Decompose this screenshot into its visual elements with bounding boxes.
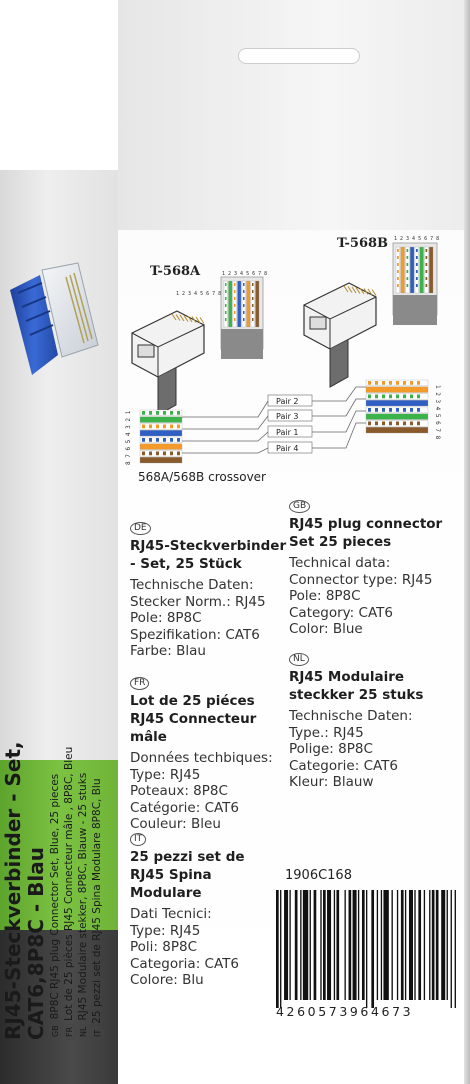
wire-stripe-cross-left bbox=[163, 411, 166, 415]
section-gb-line: Pole: 8P8C bbox=[289, 588, 361, 604]
barcode-bar bbox=[310, 890, 311, 1000]
wire-stripe-cross-left bbox=[177, 411, 180, 415]
label-t568a: T-568A bbox=[150, 264, 201, 279]
wire-stripe-a bbox=[243, 283, 245, 286]
barcode-bar bbox=[344, 890, 345, 1000]
barcode-bar bbox=[334, 890, 335, 1000]
wire-stripe-cross-right bbox=[389, 395, 392, 399]
wire-cross-left bbox=[140, 457, 182, 463]
wire-stripe-cross-right bbox=[382, 395, 385, 399]
section-fr-line: Type: RJ45 bbox=[130, 766, 201, 783]
rj45-product-photo bbox=[0, 245, 118, 395]
pair-label: Pair 3 bbox=[276, 412, 299, 421]
wire-stripe-b bbox=[407, 270, 409, 273]
wire-stripe-a bbox=[252, 290, 254, 293]
barcode-bar bbox=[401, 890, 404, 1000]
section-de-line: Technische Daten: bbox=[130, 577, 254, 593]
barcode-bar bbox=[327, 890, 331, 1000]
section-fr-line: Poteaux: 8P8C bbox=[130, 783, 228, 799]
barcode-bar bbox=[405, 890, 406, 1000]
wire-stripe-cross-right bbox=[368, 381, 371, 385]
wire-stripe-a bbox=[225, 311, 227, 314]
barcode-bar bbox=[377, 890, 378, 1000]
wire-stripe-cross-right bbox=[368, 422, 371, 426]
barcode-bar bbox=[349, 890, 352, 1000]
wire-stripe-a bbox=[225, 318, 227, 321]
wire-stripe-cross-left bbox=[177, 425, 180, 429]
barcode-bar bbox=[436, 890, 439, 1000]
hanger-tab bbox=[118, 0, 470, 230]
barcode-bar bbox=[414, 890, 415, 1000]
wire-stripe-cross-right bbox=[382, 381, 385, 385]
wire-stripe-a bbox=[243, 311, 245, 314]
section-it-title: 25 pezzi set de RJ45 Spina Modulare bbox=[130, 849, 245, 901]
barcode-bar bbox=[323, 890, 326, 1000]
wire-stripe-b bbox=[397, 277, 399, 280]
wire-stripe-a bbox=[243, 318, 245, 321]
wire-stripe-cross-left bbox=[149, 452, 152, 456]
section-de-line: Pole: 8P8C bbox=[130, 610, 202, 626]
wiring-diagram bbox=[118, 225, 470, 475]
section-nl-line: Polige: 8P8C bbox=[289, 741, 373, 757]
barcode-bar bbox=[429, 890, 430, 1000]
wire-stripe-cross-left bbox=[163, 452, 166, 456]
wire-stripe-cross-left bbox=[156, 452, 159, 456]
barcode-bar bbox=[366, 890, 367, 1008]
wire-cross-left bbox=[140, 437, 182, 443]
hang-hole bbox=[238, 48, 360, 64]
pin-numbers-cross-left: 8 7 6 5 4 3 2 1 bbox=[125, 410, 132, 465]
section-nl-title: RJ45 Modulaire steckker 25 stuks bbox=[289, 669, 424, 703]
wire-stripe-cross-left bbox=[156, 438, 159, 442]
wire-stripe-cross-left bbox=[142, 438, 145, 442]
section-fr-line: Catégorie: CAT6 bbox=[130, 799, 240, 816]
barcode-bar bbox=[336, 890, 339, 1000]
barcode-bar bbox=[381, 890, 382, 1000]
wire-cross-left bbox=[140, 410, 182, 416]
wire-stripe-cross-left bbox=[170, 438, 173, 442]
section-it-line: Dati Tecnici: bbox=[130, 906, 212, 922]
wire-b bbox=[401, 247, 405, 293]
lang-code-nl: NL bbox=[289, 653, 309, 666]
wire-a bbox=[256, 281, 260, 327]
wire-stripe-cross-right bbox=[396, 408, 399, 412]
wire-stripe-b bbox=[397, 249, 399, 252]
wire-stripe-a bbox=[243, 304, 245, 307]
wire-stripe-cross-right bbox=[375, 381, 378, 385]
wire-stripe-cross-right bbox=[410, 422, 413, 426]
wire-stripe-a bbox=[234, 304, 236, 307]
wire-stripe-a bbox=[243, 290, 245, 293]
barcode-bar bbox=[362, 890, 365, 1000]
wire-stripe-a bbox=[252, 318, 254, 321]
section-de bbox=[130, 515, 290, 660]
section-nl-line: Categorie: CAT6 bbox=[289, 757, 399, 774]
wire-stripe-cross-right bbox=[403, 422, 406, 426]
rj45-plug-a bbox=[132, 311, 204, 377]
wire-cross-right bbox=[366, 427, 428, 433]
box-right-edge bbox=[464, 0, 470, 1084]
wire-stripe-cross-right bbox=[389, 408, 392, 412]
side-line-it: IT25 pezzi set de RJ45 Spina Modulare 8P8C, Blu bbox=[90, 480, 104, 1040]
section-it-line: Type: RJ45 bbox=[130, 922, 201, 939]
section-it-line: Poli: 8P8C bbox=[130, 939, 198, 955]
section-gb-title: RJ45 plug connector Set 25 pieces bbox=[289, 516, 443, 550]
crossover-label: 568A/568B crossover bbox=[138, 470, 266, 484]
wire-stripe-a bbox=[234, 311, 236, 314]
barcode-bar bbox=[295, 890, 298, 1000]
wire-stripe-cross-left bbox=[170, 452, 173, 456]
wire-cross-right bbox=[366, 387, 428, 393]
wire-stripe-b bbox=[407, 256, 409, 259]
wire-stripe-cross-left bbox=[170, 411, 173, 415]
flag-nl: NL bbox=[78, 1024, 90, 1040]
wire-stripe-cross-right bbox=[368, 408, 371, 412]
section-nl-line: Technische Daten: bbox=[289, 708, 413, 724]
section-de-line: Farbe: Blau bbox=[130, 643, 206, 659]
wire-stripe-cross-left bbox=[149, 438, 152, 442]
side-line-gb: GB8P8C RJ45 plug Connector Set, Blue, 25 pieces bbox=[48, 480, 62, 1040]
lang-code-it: IT bbox=[130, 833, 146, 846]
wire-cross-left bbox=[140, 430, 182, 436]
wire-stripe-b bbox=[416, 277, 418, 280]
section-it-line: Colore: Blu bbox=[130, 972, 204, 988]
section-it bbox=[130, 826, 280, 989]
barcode-bar bbox=[353, 890, 357, 1000]
wire-stripe-cross-right bbox=[382, 408, 385, 412]
section-de-line: Spezifikation: CAT6 bbox=[130, 626, 260, 643]
wire-stripe-cross-left bbox=[163, 425, 166, 429]
wire-stripe-b bbox=[407, 249, 409, 252]
wire-stripe-a bbox=[243, 297, 245, 300]
rj45-plug-b bbox=[304, 283, 376, 349]
wire-cross-left bbox=[140, 444, 182, 450]
barcode-bar bbox=[418, 890, 421, 1000]
pair-label: Pair 4 bbox=[276, 444, 299, 453]
label-t568b: T-568B bbox=[337, 236, 389, 251]
wire-stripe-cross-right bbox=[368, 395, 371, 399]
wire-stripe-cross-right bbox=[410, 408, 413, 412]
wire-stripe-cross-right bbox=[396, 422, 399, 426]
wire-stripe-cross-right bbox=[403, 395, 406, 399]
wire-stripe-cross-left bbox=[142, 425, 145, 429]
wire-stripe-b bbox=[416, 256, 418, 259]
barcode-bar bbox=[276, 890, 279, 1008]
barcode-bar bbox=[392, 890, 393, 1000]
wire-stripe-cross-right bbox=[403, 381, 406, 385]
wire-stripe-a bbox=[225, 297, 227, 300]
section-nl bbox=[289, 646, 464, 791]
wire-stripe-a bbox=[252, 304, 254, 307]
barcode-bar bbox=[455, 890, 456, 1008]
section-nl-line: Kleur: Blauw bbox=[289, 774, 374, 790]
section-gb-line: Technical data: bbox=[289, 555, 391, 571]
side-panel-text bbox=[2, 480, 104, 1040]
barcode-bar bbox=[383, 890, 388, 1000]
wire-stripe-b bbox=[416, 249, 418, 252]
wire-stripe-a bbox=[225, 304, 227, 307]
barcode-bar bbox=[280, 890, 281, 1008]
pin-numbers-b2: 1 2 3 4 5 6 7 8 bbox=[394, 236, 440, 242]
section-de-title: RJ45-Steckverbinder - Set, 25 Stück bbox=[130, 538, 287, 572]
barcode-bar bbox=[451, 890, 452, 1008]
wire-stripe-a bbox=[252, 283, 254, 286]
wire-cross-left bbox=[140, 424, 182, 430]
section-gb bbox=[289, 493, 464, 638]
lang-code-de: DE bbox=[130, 522, 151, 535]
barcode-bar bbox=[409, 890, 413, 1000]
section-gb-line: Category: CAT6 bbox=[289, 604, 393, 621]
wire-stripe-b bbox=[426, 270, 428, 273]
wire-cross-left bbox=[140, 451, 182, 457]
barcode-bar bbox=[303, 890, 308, 1000]
barcode-bar bbox=[300, 890, 301, 1000]
barcode-bar bbox=[289, 890, 290, 1000]
wire-stripe-b bbox=[426, 249, 428, 252]
wire-stripe-cross-left bbox=[142, 411, 145, 415]
section-fr-title: Lot de 25 piéces RJ45 Connecteur mâle bbox=[130, 693, 257, 745]
plug-latch-b bbox=[310, 317, 326, 329]
wire-stripe-a bbox=[225, 283, 227, 286]
wire-b bbox=[420, 247, 424, 293]
wire-b bbox=[429, 247, 433, 293]
barcode-bar bbox=[284, 890, 288, 1000]
flag-it: IT bbox=[92, 1027, 104, 1040]
lang-code-fr: FR bbox=[130, 677, 149, 690]
flag-fr: FR bbox=[64, 1024, 76, 1040]
wire-stripe-b bbox=[426, 256, 428, 259]
wire-b bbox=[410, 247, 414, 293]
wire-stripe-cross-left bbox=[177, 452, 180, 456]
barcode-bar bbox=[432, 890, 435, 1000]
wire-stripe-cross-right bbox=[375, 422, 378, 426]
section-de-line: Stecker Norm.: RJ45 bbox=[130, 593, 266, 610]
wire-stripe-a bbox=[234, 318, 236, 321]
wire-stripe-cross-right bbox=[396, 381, 399, 385]
wire-stripe-a bbox=[252, 297, 254, 300]
section-fr-line: Couleur: Bleu bbox=[130, 816, 221, 832]
wire-stripe-b bbox=[416, 263, 418, 266]
lang-code-gb: GB bbox=[289, 500, 310, 513]
cable-jacket-b bbox=[393, 295, 437, 325]
wire-stripe-a bbox=[234, 297, 236, 300]
wire-a bbox=[247, 281, 251, 327]
wire-stripe-cross-right bbox=[389, 381, 392, 385]
wire-stripe-cross-left bbox=[156, 411, 159, 415]
cable-jacket-a bbox=[221, 329, 263, 359]
wire-stripe-cross-left bbox=[163, 438, 166, 442]
wire-stripe-cross-left bbox=[170, 425, 173, 429]
wire-stripe-cross-right bbox=[389, 422, 392, 426]
wire-cross-right bbox=[366, 400, 428, 406]
wire-cross-left bbox=[140, 417, 182, 423]
flag-gb: GB bbox=[50, 1022, 62, 1040]
section-fr-line: Données techbiques: bbox=[130, 750, 273, 766]
wire-stripe-cross-right bbox=[382, 422, 385, 426]
section-gb-line: Connector type: RJ45 bbox=[289, 571, 433, 588]
wire-stripe-cross-right bbox=[417, 408, 420, 412]
barcode-bar bbox=[441, 890, 445, 1000]
wire-stripe-b bbox=[397, 263, 399, 266]
wire-stripe-b bbox=[426, 277, 428, 280]
wire-stripe-cross-right bbox=[417, 381, 420, 385]
wire-stripe-cross-right bbox=[396, 395, 399, 399]
wire-a bbox=[229, 281, 233, 327]
pin-numbers-a2: 1 2 3 4 5 6 7 8 bbox=[222, 271, 268, 277]
wire-stripe-cross-left bbox=[177, 438, 180, 442]
wire-stripe-b bbox=[407, 277, 409, 280]
barcode-bar bbox=[358, 890, 359, 1000]
wire-stripe-a bbox=[234, 290, 236, 293]
side-line-fr: FRLot de 25 pièces RJ45 Connecteur mâle , 8P8C, Bleu bbox=[62, 480, 76, 1040]
barcode-bar bbox=[314, 890, 317, 1000]
plug-latch-a bbox=[138, 345, 154, 357]
section-fr bbox=[130, 670, 290, 833]
wire-stripe-b bbox=[416, 270, 418, 273]
wire-stripe-b bbox=[426, 263, 428, 266]
wire-stripe-cross-right bbox=[375, 395, 378, 399]
barcode-bar bbox=[447, 890, 448, 1000]
wire-stripe-b bbox=[407, 284, 409, 287]
wire-stripe-a bbox=[252, 311, 254, 314]
barcode bbox=[276, 890, 460, 1008]
barcode-bar bbox=[320, 890, 321, 1000]
wire-stripe-b bbox=[426, 284, 428, 287]
barcode-bar bbox=[424, 890, 425, 1000]
barcode-bar bbox=[397, 890, 398, 1000]
wire-stripe-cross-right bbox=[403, 408, 406, 412]
section-it-line: Categoria: CAT6 bbox=[130, 955, 239, 972]
wire-stripe-cross-right bbox=[410, 395, 413, 399]
barcode-bar bbox=[371, 890, 374, 1008]
side-title: RJ45-Steckverbinder - Set, CAT6,8P8C - Blau bbox=[1, 741, 48, 1040]
pin-numbers-a: 1 2 3 4 5 6 7 8 bbox=[176, 291, 222, 297]
article-number: 1906C168 bbox=[285, 868, 352, 883]
wire-stripe-cross-left bbox=[149, 425, 152, 429]
wire-stripe-b bbox=[397, 256, 399, 259]
wire-stripe-b bbox=[416, 284, 418, 287]
wire-stripe-b bbox=[397, 270, 399, 273]
wire-stripe-a bbox=[225, 290, 227, 293]
pair-label: Pair 1 bbox=[276, 428, 299, 437]
pair-label: Pair 2 bbox=[276, 397, 299, 406]
pin-numbers-cross-right: 1 2 3 4 5 6 7 8 bbox=[434, 385, 441, 440]
wire-stripe-cross-left bbox=[156, 425, 159, 429]
wire-stripe-cross-left bbox=[142, 452, 145, 456]
wire-stripe-cross-right bbox=[375, 408, 378, 412]
section-gb-line: Color: Blue bbox=[289, 621, 363, 637]
wire-stripe-cross-right bbox=[410, 381, 413, 385]
wire-stripe-cross-left bbox=[149, 411, 152, 415]
wire-stripe-b bbox=[397, 284, 399, 287]
wire-a bbox=[238, 281, 242, 327]
wire-cross-right bbox=[366, 414, 428, 420]
side-line-nl: NLRJ45 Modulaire stekker, 8P8C, Blauw - 25 stuks bbox=[76, 480, 90, 1040]
ean-number: 4260573964673 bbox=[276, 1004, 414, 1019]
wire-stripe-cross-right bbox=[417, 422, 420, 426]
wire-stripe-b bbox=[407, 263, 409, 266]
section-nl-line: Type.: RJ45 bbox=[289, 724, 364, 741]
wire-stripe-a bbox=[234, 283, 236, 286]
wire-stripe-cross-right bbox=[417, 395, 420, 399]
